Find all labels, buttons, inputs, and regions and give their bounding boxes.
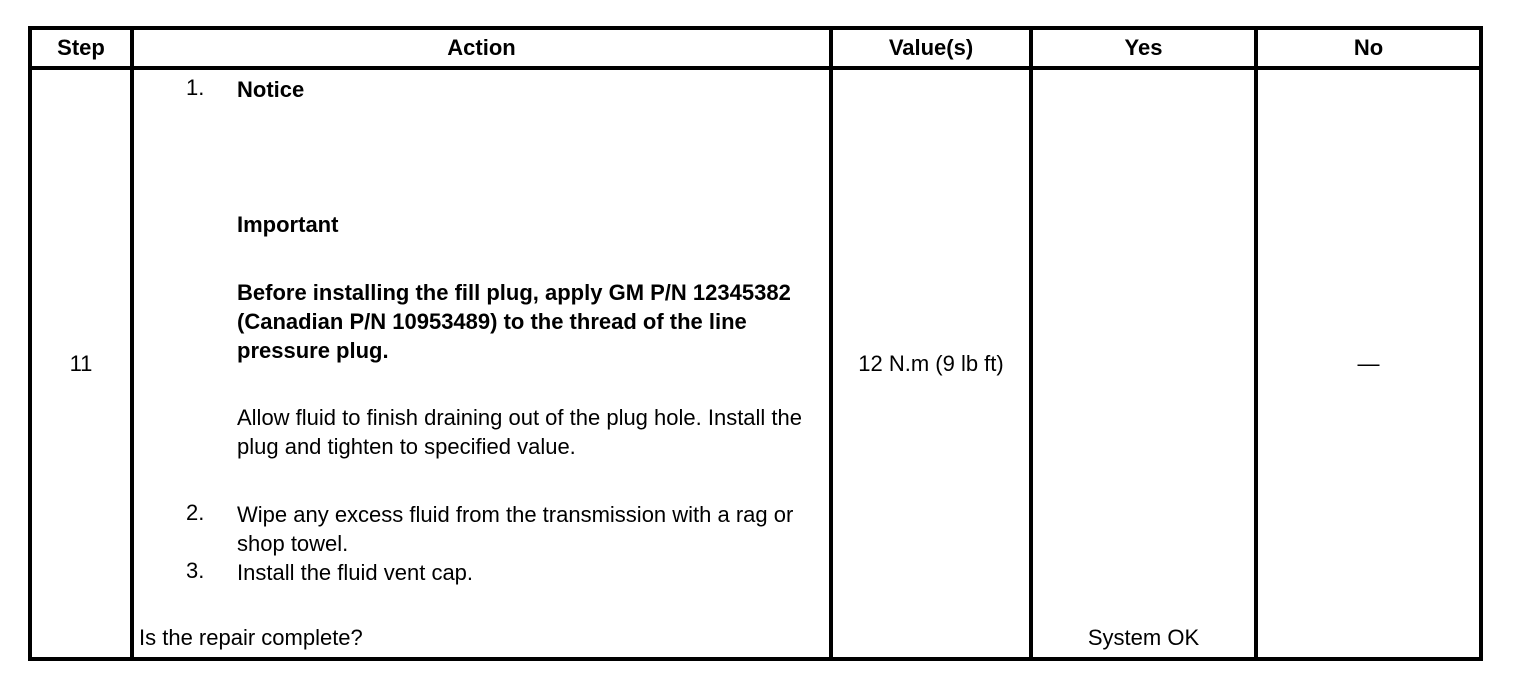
repair-question: Is the repair complete? <box>139 625 363 650</box>
yes-cell <box>1031 68 1256 659</box>
important-title: Important <box>237 212 339 237</box>
action-cell <box>132 68 831 659</box>
diagnostic-table-frame <box>28 26 1479 661</box>
header-no: No <box>1256 28 1481 68</box>
notice-title: Notice <box>237 77 305 102</box>
important-text: Before installing the fill plug, apply GM P/N 12345382 (Canadian P/N 10953489) to the thread of the line pressure plug. <box>237 280 791 363</box>
no-cell: — <box>1256 68 1481 659</box>
table-row <box>30 68 1481 659</box>
header-yes: Yes <box>1031 28 1256 68</box>
item-1-instruction: Allow fluid to finish draining out of the plug hole. Install the plug and tighten to specified value. <box>237 405 803 459</box>
header-step: Step <box>30 28 132 68</box>
system-ok-text: System OK <box>1087 625 1200 650</box>
step-cell: 11 <box>30 68 132 659</box>
item-2-text: Wipe any excess fluid from the transmission with a rag or shop towel. <box>237 502 794 556</box>
value-cell: 12 N.m (9 lb ft) <box>831 68 1031 659</box>
item-3-number: 3. <box>186 558 205 583</box>
header-action: Action <box>132 28 831 68</box>
item-3-text: Install the fluid vent cap. <box>237 560 474 585</box>
item-1-number: 1. <box>186 75 205 100</box>
item-2-number: 2. <box>186 500 205 525</box>
header-row <box>30 28 1481 68</box>
diagnostic-table <box>28 26 1483 661</box>
header-values: Value(s) <box>831 28 1031 68</box>
